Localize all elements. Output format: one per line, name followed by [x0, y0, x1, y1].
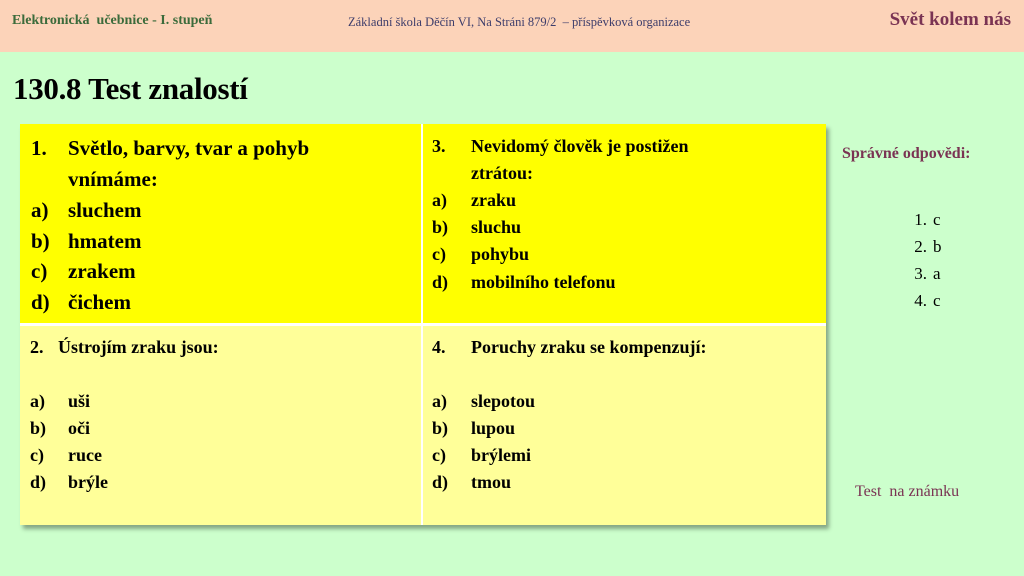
option-text: sluchem [68, 198, 142, 222]
option-letter: c) [31, 259, 48, 283]
option-letter: a) [432, 190, 447, 210]
option-letter: a) [432, 391, 447, 411]
option-letter: d) [432, 472, 449, 492]
header-bar [0, 0, 1024, 52]
option-text: mobilního telefonu [471, 272, 616, 292]
answers-heading: Správné odpovědi: [842, 145, 971, 162]
option-letter: c) [30, 445, 44, 465]
answer-item [905, 260, 942, 287]
question-cell-3 [423, 124, 826, 323]
question-text: vnímáme: [68, 167, 158, 191]
option-text: brýle [68, 472, 108, 492]
answer-item [905, 233, 942, 260]
header-left-text: Elektronická učebnice - I. stupeň [12, 13, 213, 28]
question-cell-1 [20, 124, 421, 323]
option-letter: d) [30, 472, 47, 492]
option-letter: b) [31, 229, 50, 253]
question-number: 3. [432, 136, 446, 156]
option-text: oči [68, 418, 90, 438]
header-subject: Svět kolem nás [889, 9, 1011, 30]
question-number: 4. [432, 337, 446, 357]
header-school-name: Základní škola Děčín VI, Na Stráni 879/2 – příspěvková organizace [348, 15, 691, 29]
option-letter: a) [30, 391, 45, 411]
answer-number: 3. [914, 264, 927, 283]
question-number: 2. [30, 337, 44, 357]
option-text: čichem [68, 290, 131, 314]
option-text: lupou [471, 418, 516, 438]
question-text: Nevidomý člověk je postižen [471, 136, 689, 156]
answers-list [905, 206, 942, 314]
answer-item [905, 206, 942, 233]
option-text: brýlemi [471, 445, 531, 465]
option-letter: d) [31, 290, 50, 314]
answer-value: c [933, 210, 941, 229]
option-text: sluchu [471, 217, 522, 237]
graded-test-link[interactable]: Test na známku [855, 483, 960, 500]
option-text: pohybu [471, 244, 530, 264]
answer-number: 2. [914, 237, 927, 256]
answer-value: b [933, 237, 942, 256]
answer-value: c [933, 291, 941, 310]
option-letter: c) [432, 244, 446, 264]
option-letter: a) [31, 198, 49, 222]
option-letter: b) [432, 418, 449, 438]
option-text: ruce [68, 445, 102, 465]
option-text: uši [68, 391, 91, 411]
option-letter: c) [432, 445, 446, 465]
page-title: 130.8 Test znalostí [13, 71, 248, 106]
option-letter: b) [30, 418, 47, 438]
option-letter: b) [432, 217, 449, 237]
question-text: Poruchy zraku se kompenzují: [471, 337, 707, 357]
answer-item [905, 287, 942, 314]
question-cell-2 [20, 326, 421, 525]
option-text: zraku [471, 190, 516, 210]
option-letter: d) [432, 272, 449, 292]
answer-value: a [933, 264, 941, 283]
answer-number: 1. [914, 210, 927, 229]
question-number: 1. [31, 136, 47, 160]
question-text: Ústrojím zraku jsou: [58, 337, 219, 357]
question-text: ztrátou: [471, 163, 533, 183]
option-text: hmatem [68, 229, 142, 253]
answer-number: 4. [914, 291, 927, 310]
question-text: Světlo, barvy, tvar a pohyb [68, 136, 310, 160]
option-text: slepotou [471, 391, 536, 411]
option-text: zrakem [68, 259, 136, 283]
question-cell-4 [423, 326, 826, 525]
option-text: tmou [471, 472, 511, 492]
question-grid [20, 124, 826, 525]
